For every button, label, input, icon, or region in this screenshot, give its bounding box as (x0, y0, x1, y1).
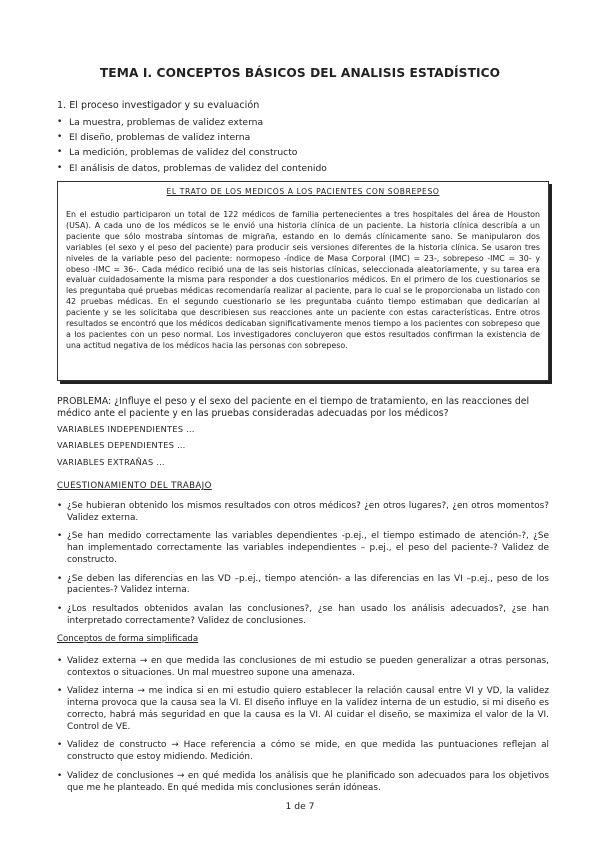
study-box-text: En el estudio participaron un total de 122 médicos de familia pertenecientes a tres hospitales del área de Houston (USA). A cada uno de los médicos se le envió una historia clínica de un paciente. La historia clínica describía a un paciente que sólo mostraba síntomas de migraña, estando en lo demás clínicamente sano. Se manipularon dos variables (el sexo y el peso del paciente) para producir seis versiones diferentes de la historia clínica. Se usaron tres niveles de la variable peso del paciente: normopeso -índice de Masa Corporal (IMC) = 23-, sobrepeso -IMC = 30- y obeso -IMC = 36-. Cada médico recibió una de las seis historias clínicas, seleccionada aleatoriamente, y su tarea era evaluar cuidadosamente la misma para responder a dos cuestionarios médicos. En el primero de los cuestionarios se les preguntaba qué pruebas médicas recomendaría realizar al paciente, para lo cual se le proporcionaba un listado con 42 pruebas médicas. En el segundo cuestionario se les preguntaba cuánto tiempo estimaban que dedicarían al paciente y se les solicitaba que describiesen sus reacciones ante un paciente con estas características. Entre otros resultados se encontró que los médicos dedicaban significativamente menos tiempo a los pacientes con sobrepeso que a los pacientes con un peso normal. Los investigadores concluyeron que estos resultados confirman la existencia de una actitud negativa de los médicos hacia las personas con sobrepeso. (66, 210, 540, 350)
list-item: • ¿Se hubieran obtenido los mismos resultados con otros médicos? ¿en otros lugares?, ¿en otros momentos? Validez externa. (57, 501, 549, 525)
cuestionamiento-list (57, 501, 549, 634)
list-item: • La muestra, problemas de validez externa (57, 115, 327, 130)
intro-list (57, 115, 327, 176)
cuestionamiento-heading: CUESTIONAMIENTO DEL TRABAJO (57, 481, 212, 491)
list-item: • El diseño, problemas de validez interna (57, 130, 327, 145)
list-item: • La medición, problemas de validez del constructo (57, 145, 327, 160)
document-title: TEMA I. CONCEPTOS BÁSICOS DEL ANALISIS ESTADÍSTICO (99, 66, 501, 80)
variables-extranas: VARIABLES EXTRAÑAS … (57, 456, 165, 467)
conceptos-list (57, 656, 549, 801)
variables-independientes: VARIABLES INDEPENDIENTES … (57, 424, 195, 434)
study-box (57, 181, 549, 381)
variables-list (57, 421, 195, 470)
list-item: • El análisis de datos, problemas de validez del contenido (57, 161, 327, 176)
list-item: • Validez interna → me indica si en mi estudio quiero establecer la relación causal entre VI y VD, la validez interna provoca que la causa sea la VI. El diseño influye en la validez interna de un estudio, si mi diseño es correcto, habrá más seguridad en que la causa es la VI. Al cuidar el diseño, se maximiza el valor de la VI. Control de VE. (57, 686, 549, 734)
variables-dependientes: VARIABLES DEPENDIENTES … (57, 440, 186, 451)
list-item: • ¿Los resultados obtenidos avalan las conclusiones?, ¿se han usado los análisis adecuados?, ¿se han interpretado correctamente? Validez de conclusiones. (57, 604, 549, 628)
list-item: • Validez externa → en que medida las conclusiones de mi estudio se pueden generalizar a otras personas, contextos o situaciones. Un mal muestreo supone una amenaza. (57, 656, 549, 680)
list-item: • Validez de conclusiones → en qué medida los análisis que he planificado son adecuados para los objetivos que me he planteado. En qué medida mis conclusiones serán idóneas. (57, 771, 549, 795)
study-box-title: EL TRATO DE LOS MEDICOS A LOS PACIENTES CON SOBREPESO (166, 187, 440, 196)
list-item: • ¿Se deben las diferencias en las VD –p.ej., tiempo atención- a las diferencias en las VI –p.ej., peso de los pacientes-? Validez interna. (57, 574, 549, 598)
conceptos-heading: Conceptos de forma simplificada (57, 634, 199, 644)
section-heading: 1. El proceso investigador y su evaluación (57, 100, 260, 111)
list-item: • Validez de constructo → Hace referencia a cómo se mide, en que medida las puntuaciones reflejan al constructo que estoy midiendo. Medición. (57, 740, 549, 764)
page-number: 1 de 7 (285, 801, 315, 812)
list-item: • ¿Se han medido correctamente las variables dependientes -p.ej., el tiempo estimado de atención-?, ¿Se han implementado correctamente las variables independientes – p.ej., el peso del paciente-? Validez de constructo. (57, 531, 549, 567)
problem-question: PROBLEMA: ¿Influye el peso y el sexo del paciente en el tiempo de tratamiento, en las reacciones del médico ante el paciente y en las pruebas consideradas adecuadas por los médicos? (57, 396, 530, 420)
